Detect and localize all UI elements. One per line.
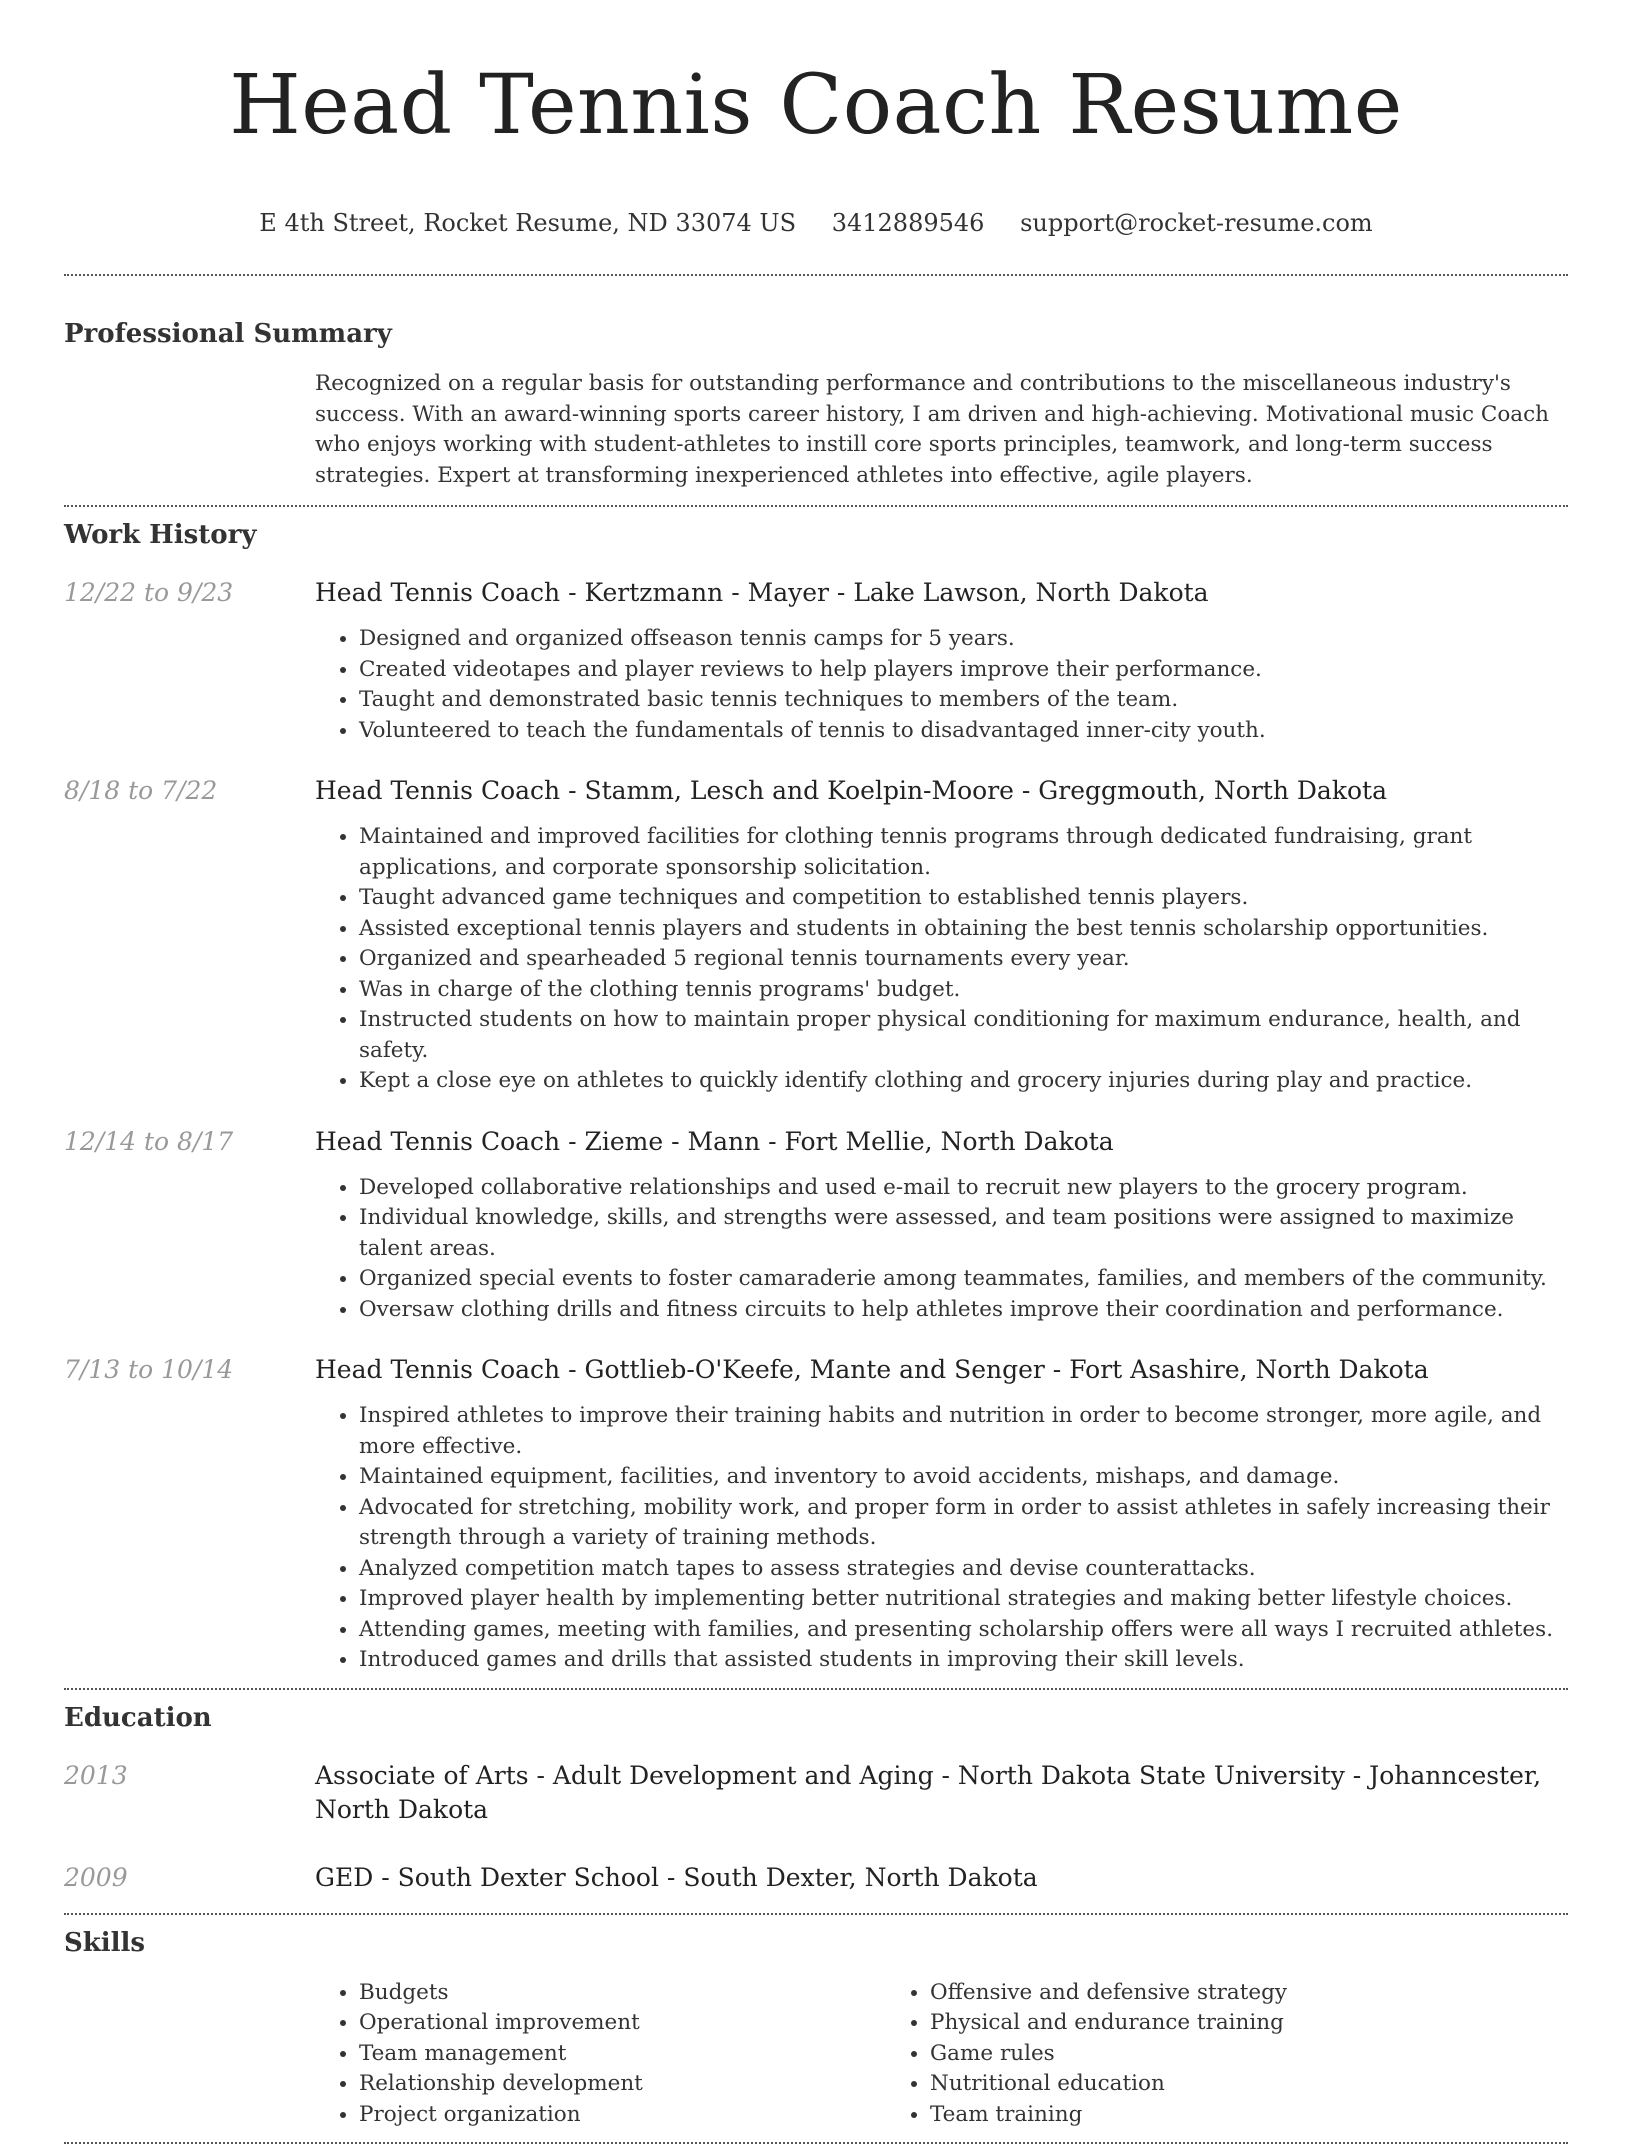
section-title-summary: Professional Summary [64,319,392,349]
job-bullets [315,822,1568,1097]
job-entry [64,576,1568,746]
list-item: • Project organization [359,2100,886,2131]
education-title: Associate of Arts - Adult Development and Aging - North Dakota State University - Johanncester, North Dakota [315,1760,1542,1824]
list-item: • Advocated for stretching, mobility work, and proper form in order to assist athletes in safely increasing their strength through a variety of training methods. [359,1493,1568,1554]
list-item: • Introduced games and drills that assisted students in improving their skill levels. [359,1645,1568,1676]
list-item: • Game rules [930,2039,1457,2070]
resume-header [64,0,1568,238]
skills-columns [315,1978,1568,2131]
list-item: • Kept a close eye on athletes to quickly identify clothing and grocery injuries during play and practice. [359,1066,1568,1097]
list-item: • Organized special events to foster camaraderie among teammates, families, and members of the community. [359,1264,1568,1295]
list-item: • Team management [359,2039,886,2070]
job-bullets [315,624,1568,746]
job-bullets [315,1401,1568,1676]
list-item: • Volunteered to teach the fundamentals of tennis to disadvantaged inner-city youth. [359,716,1568,747]
resume-page [64,0,1568,2144]
education-title: GED - South Dexter School - South Dexter, North Dakota [315,1862,1038,1892]
list-item: • Instructed students on how to maintain proper physical conditioning for maximum endurance, health, and safety. [359,1005,1568,1066]
list-item: • Operational improvement [359,2008,886,2039]
list-item: • Inspired athletes to improve their training habits and nutrition in order to become stronger, more agile, and more effective. [359,1401,1568,1462]
list-item: • Maintained and improved facilities for clothing tennis programs through dedicated fundraising, grant applications, and corporate sponsorship solicitation. [359,822,1568,883]
contact-line [64,208,1568,238]
job-entry [64,774,1568,1097]
list-item: • Organized and spearheaded 5 regional tennis tournaments every year. [359,944,1568,975]
resume-title: Head Tennis Coach Resume [229,58,1403,153]
list-item: • Designed and organized offseason tennis camps for 5 years. [359,624,1568,655]
list-item: • Team training [930,2100,1457,2131]
education-entry [64,1861,1568,1895]
education-date: 2009 [64,1862,128,1892]
divider [64,274,1568,276]
list-item: • Developed collaborative relationships and used e-mail to recruit new players to the grocery program. [359,1173,1568,1204]
list-item: • Offensive and defensive strategy [930,1978,1457,2009]
job-title: Head Tennis Coach - Zieme - Mann - Fort Mellie, North Dakota [315,1126,1114,1156]
list-item: • Nutritional education [930,2069,1457,2100]
contact-address: E 4th Street, Rocket Resume, ND 33074 US [259,209,797,237]
job-entry [64,1353,1568,1676]
job-title: Head Tennis Coach - Stamm, Lesch and Koelpin-Moore - Greggmouth, North Dakota [315,776,1387,805]
list-item: • Oversaw clothing drills and fitness circuits to help athletes improve their coordination and performance. [359,1295,1568,1326]
contact-email: support@rocket-resume.com [1020,209,1373,237]
skills-list-right [886,1978,1457,2131]
list-item: • Physical and endurance training [930,2008,1457,2039]
list-item: • Maintained equipment, facilities, and inventory to avoid accidents, mishaps, and damage. [359,1462,1568,1493]
education-date: 2013 [64,1760,128,1790]
list-item: • Analyzed competition match tapes to assess strategies and devise counterattacks. [359,1554,1568,1585]
section-title-work-history: Work History [64,520,257,550]
list-item: • Budgets [359,1978,886,2009]
list-item: • Was in charge of the clothing tennis programs' budget. [359,975,1568,1006]
list-item: • Taught advanced game techniques and competition to established tennis players. [359,883,1568,914]
section-title-education: Education [64,1702,212,1733]
list-item: • Assisted exceptional tennis players and students in obtaining the best tennis scholarship opportunities. [359,914,1568,945]
list-item: • Created videotapes and player reviews to help players improve their performance. [359,655,1568,686]
job-entry [64,1125,1568,1326]
job-date: 12/22 to 9/23 [64,578,234,607]
divider [64,1688,1568,1690]
job-bullets [315,1173,1568,1326]
job-date: 8/18 to 7/22 [64,776,218,805]
summary-text: Recognized on a regular basis for outstanding performance and contributions to the miscellaneous industry's success. With an award-winning sports career history, I am driven and high-achieving. Motivational music Coach who enjoys working with student-athletes to instill core sports principles, teamwork, and long-term success strategies. Expert at transforming inexperienced athletes into effective, agile players. [315,371,1549,488]
skills-list-left [315,1978,886,2131]
contact-phone: 3412889546 [831,209,985,237]
divider [64,1913,1568,1915]
list-item: • Individual knowledge, skills, and strengths were assessed, and team positions were assigned to maximize talent areas. [359,1203,1568,1264]
list-item: • Relationship development [359,2069,886,2100]
divider [64,505,1568,507]
education-entry [64,1759,1568,1827]
job-date: 7/13 to 10/14 [64,1355,234,1384]
list-item: • Attending games, meeting with families, and presenting scholarship offers were all ways I recruited athletes. [359,1615,1568,1646]
section-title-skills: Skills [64,1927,146,1958]
job-title: Head Tennis Coach - Gottlieb-O'Keefe, Mante and Senger - Fort Asashire, North Dakota [315,1355,1429,1384]
job-date: 12/14 to 8/17 [64,1126,234,1156]
job-title: Head Tennis Coach - Kertzmann - Mayer - Lake Lawson, North Dakota [315,578,1209,607]
list-item: • Improved player health by implementing better nutritional strategies and making better lifestyle choices. [359,1584,1568,1615]
list-item: • Taught and demonstrated basic tennis techniques to members of the team. [359,685,1568,716]
